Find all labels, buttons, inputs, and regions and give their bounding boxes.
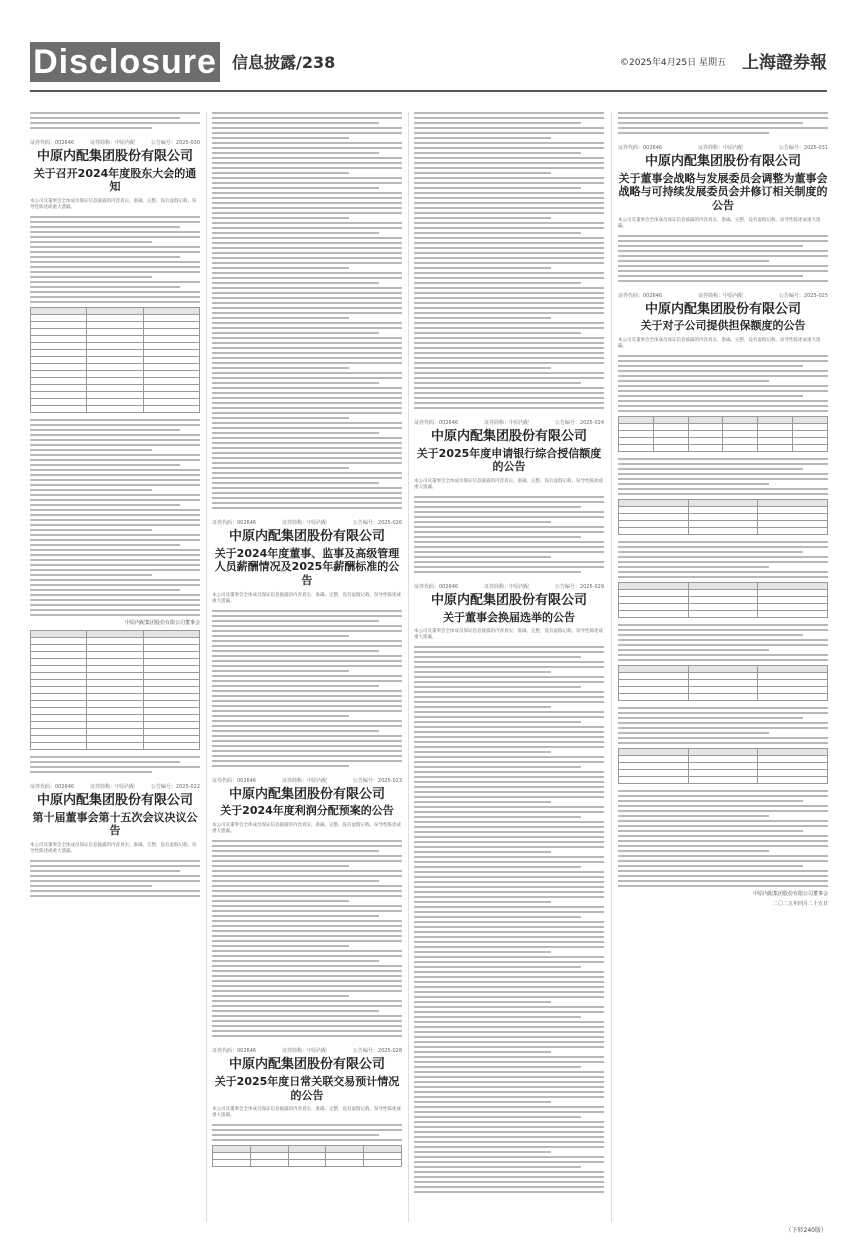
notice-number: 公告编号：2025-029 bbox=[554, 584, 604, 591]
body-text bbox=[414, 496, 604, 573]
body-text bbox=[414, 112, 604, 409]
body-text bbox=[618, 112, 828, 134]
continuation-note: （下转240版） bbox=[785, 1227, 827, 1234]
subsidiary-financials-table bbox=[618, 582, 828, 618]
column-3 bbox=[414, 112, 604, 1232]
company-name: 中原内配集团股份有限公司 bbox=[36, 149, 193, 164]
column-1 bbox=[30, 112, 200, 1232]
announcement-title: 关于2024年度董事、监事及高级管理人员薪酬情况及2025年薪酬标准的公告 bbox=[214, 546, 400, 588]
subsidiary-financials-table bbox=[618, 499, 828, 535]
announcement-bank-credit bbox=[414, 419, 604, 490]
disclaimer: 本公司及董事会全体成员保证信息披露的内容真实、准确、完整，没有虚假记载、误导性陈述或重大遗漏。 bbox=[212, 823, 401, 835]
announcement-title: 关于对子公司提供担保额度的公告 bbox=[640, 319, 806, 333]
stock-short-name: 证券简称：中原内配 bbox=[484, 420, 530, 426]
notice-number: 公告编号：2025-023 bbox=[352, 777, 402, 784]
body-text bbox=[30, 216, 200, 303]
announcement-guarantee bbox=[618, 292, 828, 349]
header-divider bbox=[30, 90, 827, 92]
section-title: 信息披露/238 bbox=[232, 53, 336, 72]
proposal-table bbox=[30, 307, 200, 413]
voting-table bbox=[30, 630, 200, 750]
body-text bbox=[212, 112, 402, 509]
subsidiary-financials-table bbox=[618, 748, 828, 784]
stock-code: 证券代码：002646 bbox=[414, 584, 459, 591]
column-2 bbox=[212, 112, 402, 1232]
announcement-profit-distribution bbox=[212, 777, 402, 834]
body-text bbox=[618, 458, 828, 495]
stock-short-name: 证券简称：中原内配 bbox=[282, 777, 328, 784]
column-divider bbox=[611, 112, 612, 1222]
stock-code: 证券代码：002646 bbox=[30, 140, 75, 146]
company-name: 中原内配集团股份有限公司 bbox=[228, 529, 385, 544]
column-4 bbox=[618, 112, 828, 1232]
notice-number: 公告编号：2025-025 bbox=[778, 292, 828, 299]
notice-number: 公告编号：2025-022 bbox=[150, 784, 200, 791]
publication-date: ©2025年4月25日 星期五 bbox=[620, 58, 726, 68]
announcement-title: 关于董事会战略与发展委员会调整为董事会战略与可持续发展委员会并修订相关制度的公告 bbox=[618, 171, 828, 213]
disclaimer: 本公司及董事会全体成员保证信息披露的内容真实、准确、完整，没有虚假记载、误导性陈述或重大遗漏。 bbox=[414, 629, 603, 641]
company-name: 中原内配集团股份有限公司 bbox=[36, 793, 193, 809]
announcement-compensation bbox=[212, 519, 402, 604]
body-text bbox=[618, 355, 828, 412]
column-divider bbox=[206, 112, 207, 1222]
stock-short-name: 证券简称：中原内配 bbox=[282, 1048, 328, 1055]
stock-code: 证券代码：002646 bbox=[212, 777, 257, 784]
disclaimer: 本公司及董事会全体成员保证信息披露的内容真实、准确、完整，没有虚假记载、误导性陈述或重大遗漏。 bbox=[30, 199, 197, 211]
body-text bbox=[618, 624, 828, 661]
notice-number: 公告编号：2025-031 bbox=[778, 145, 828, 151]
stock-short-name: 证券简称：中原内配 bbox=[698, 145, 744, 151]
body-text bbox=[30, 860, 200, 897]
announcement-title: 第十届董事会第十五次会议决议公告 bbox=[32, 810, 198, 838]
disclaimer: 本公司及董事会全体成员保证信息披露的内容真实、准确、完整，没有虚假记载、误导性陈述或重大遗漏。 bbox=[618, 338, 821, 350]
stock-code: 证券代码：002646 bbox=[30, 784, 75, 791]
body-text bbox=[618, 707, 828, 744]
company-name: 中原内配集团股份有限公司 bbox=[644, 301, 801, 317]
announcement-board-election bbox=[414, 583, 604, 640]
announcement-related-transactions bbox=[212, 1047, 402, 1118]
newspaper-logo: 上海證券報 bbox=[742, 53, 827, 73]
disclaimer: 本公司及董事会全体成员保证信息披露的内容真实、准确、完整，没有虚假记载、误导性陈述或重大遗漏。 bbox=[414, 479, 603, 491]
guarantee-table bbox=[618, 416, 828, 452]
notice-number: 公告编号：2025-024 bbox=[554, 420, 604, 426]
notice-number: 公告编号：2025-026 bbox=[352, 520, 402, 526]
stock-short-name: 证券简称：中原内配 bbox=[282, 520, 328, 526]
body-text bbox=[618, 235, 828, 282]
announcement-title: 关于2024年度利润分配预案的公告 bbox=[220, 804, 394, 818]
subsidiary-financials-table bbox=[618, 665, 828, 701]
company-name: 中原内配集团股份有限公司 bbox=[430, 593, 587, 609]
body-text bbox=[618, 790, 828, 887]
stock-code: 证券代码：002646 bbox=[212, 1048, 257, 1055]
company-name: 中原内配集团股份有限公司 bbox=[430, 429, 587, 444]
announcement-title: 关于2025年度日常关联交易预计情况的公告 bbox=[214, 1074, 400, 1102]
company-name: 中原内配集团股份有限公司 bbox=[228, 786, 385, 802]
body-text bbox=[30, 112, 200, 129]
announcement-board-resolution bbox=[30, 783, 200, 854]
company-name: 中原内配集团股份有限公司 bbox=[228, 1057, 385, 1073]
column-divider bbox=[408, 112, 409, 1222]
signature: 中原内配集团股份有限公司董事会 bbox=[752, 891, 828, 898]
stock-code: 证券代码：002646 bbox=[618, 145, 663, 151]
announcement-title: 关于召开2024年度股东大会的通知 bbox=[33, 166, 197, 194]
stock-short-name: 证券简称：中原内配 bbox=[484, 584, 530, 591]
stock-code: 证券代码：002646 bbox=[212, 520, 257, 526]
body-text bbox=[618, 541, 828, 578]
announcement-title: 关于2025年度申请银行综合授信额度的公告 bbox=[416, 446, 602, 474]
page-header bbox=[0, 0, 857, 110]
body-text bbox=[30, 756, 200, 773]
disclaimer: 本公司及董事会全体成员保证信息披露的内容真实、准确、完整，没有虚假记载、误导性陈述或重大遗漏。 bbox=[212, 592, 401, 604]
body-text bbox=[212, 610, 402, 767]
disclosure-brand: Disclosure bbox=[30, 42, 220, 82]
signature-date: 二〇二五年四月二十五日 bbox=[772, 901, 828, 908]
announcement-strategy-committee bbox=[618, 144, 828, 229]
body-text bbox=[212, 1124, 402, 1141]
company-name: 中原内配集团股份有限公司 bbox=[644, 154, 801, 169]
transaction-table bbox=[212, 1145, 402, 1167]
disclaimer: 本公司及董事会全体成员保证信息披露的内容真实、准确、完整，没有虚假记载、误导性陈述或重大遗漏。 bbox=[30, 843, 197, 855]
stock-short-name: 证券简称：中原内配 bbox=[90, 140, 136, 146]
signature: 中原内配集团股份有限公司董事会 bbox=[124, 620, 200, 627]
stock-short-name: 证券简称：中原内配 bbox=[90, 784, 136, 791]
stock-code: 证券代码：002646 bbox=[618, 292, 663, 299]
body-text bbox=[212, 840, 402, 1037]
stock-code: 证券代码：002646 bbox=[414, 420, 459, 426]
notice-number: 公告编号：2025-028 bbox=[352, 1048, 402, 1055]
disclaimer: 本公司及董事会全体成员保证信息披露的内容真实、准确、完整，没有虚假记载、误导性陈述或重大遗漏。 bbox=[618, 217, 821, 229]
notice-number: 公告编号：2025-030 bbox=[150, 140, 200, 146]
body-text bbox=[414, 646, 604, 1193]
disclaimer: 本公司及董事会全体成员保证信息披露的内容真实、准确、完整，没有虚假记载、误导性陈述或重大遗漏。 bbox=[212, 1107, 401, 1119]
body-text bbox=[30, 419, 200, 616]
announcement-title: 关于董事会换届选举的公告 bbox=[443, 610, 575, 624]
announcement-agm-notice bbox=[30, 139, 200, 210]
stock-short-name: 证券简称：中原内配 bbox=[698, 292, 744, 299]
